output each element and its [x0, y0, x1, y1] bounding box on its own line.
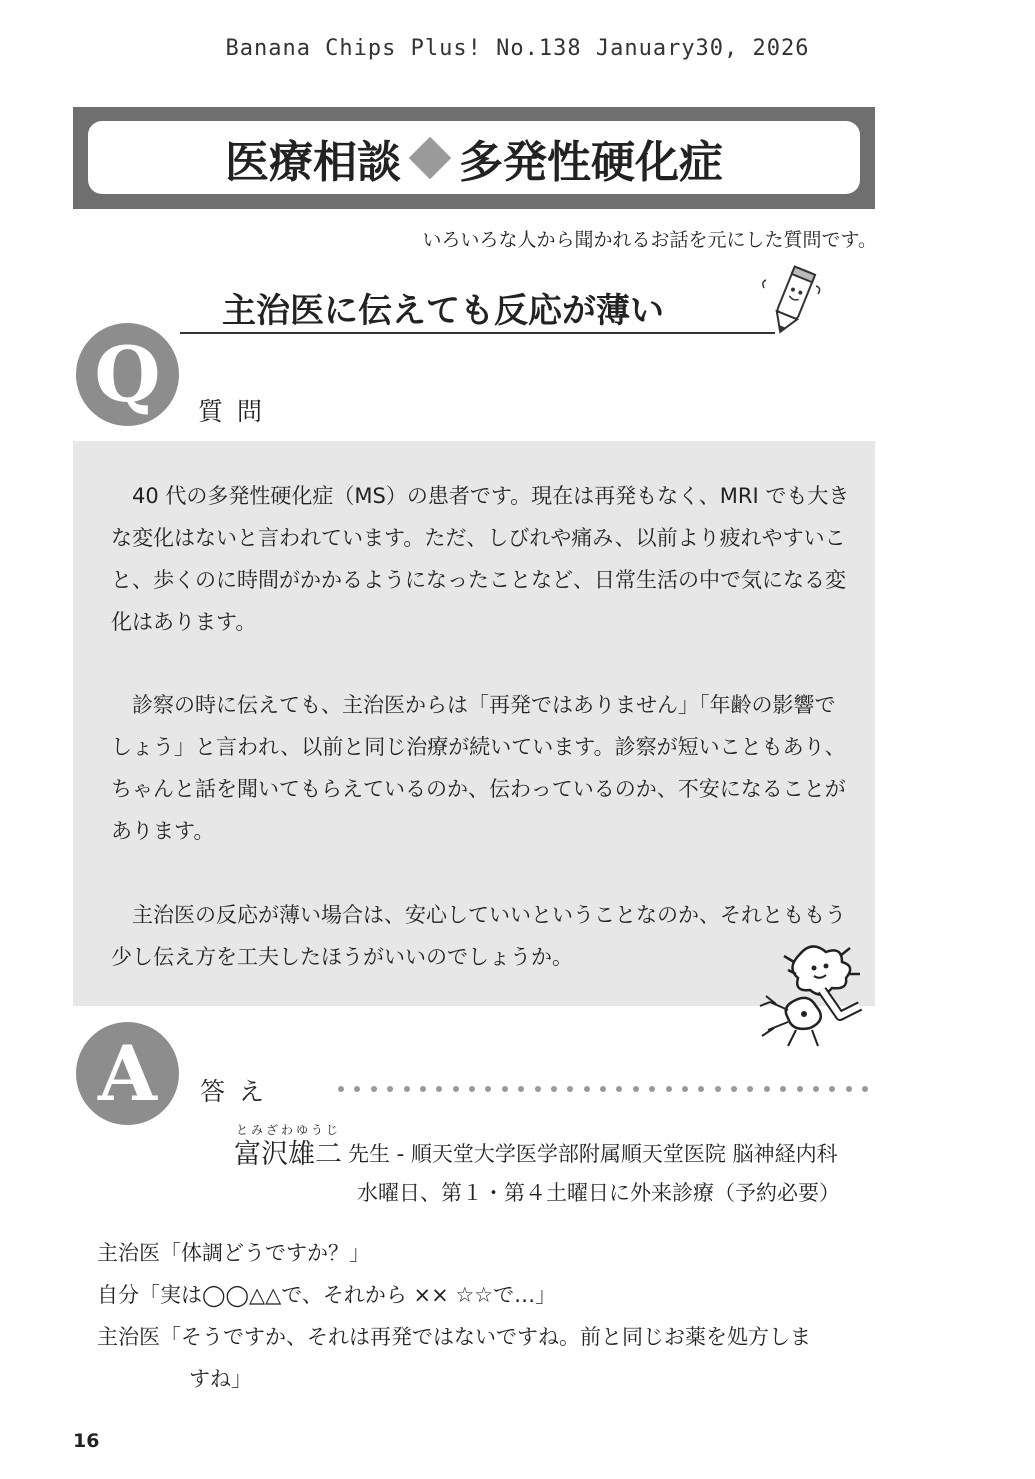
leader-dot [551, 1086, 557, 1092]
page-number: 16 [73, 1430, 100, 1452]
question-paragraph: 診察の時に伝えても、主治医からは「再発ではありません」「年齢の影響でしょう」と言われ、以前と同じ治療が続いています。診察が短いこともあり、ちゃんと話を聞いてもらえているのか、伝わっているのか、不安になることがあります。 [111, 693, 846, 843]
dialogue-line: 自分「実は◯◯△△で、それから ×× ☆☆で…」 [97, 1283, 557, 1307]
leader-dot [731, 1086, 737, 1092]
leader-dot [616, 1086, 622, 1092]
title-right: 多発性硬化症 [459, 136, 723, 188]
question-paragraph: 主治医の反応が薄い場合は、安心していいということなのか、それとももう少し伝え方を工夫したほうがいいのでしょうか。 [111, 903, 846, 969]
leader-dot [436, 1086, 442, 1092]
title-left: 医療相談 [225, 136, 401, 188]
leader-dot [535, 1086, 541, 1092]
leader-dot [649, 1086, 655, 1092]
doctor-name-ruby: とみざわゆうじ [236, 1123, 342, 1137]
leader-dot [780, 1086, 786, 1092]
subtitle-note: いろいろな人から聞かれるお話を元にした質問です。 [422, 229, 877, 251]
neuron-character-icon [752, 932, 872, 1050]
leader-dot [453, 1086, 459, 1092]
leader-dot [813, 1086, 819, 1092]
leader-dot [846, 1086, 852, 1092]
leader-dot [354, 1086, 360, 1092]
doctor-name: 富沢雄二 [234, 1139, 342, 1170]
doctor-affiliation: 先生 - 順天堂大学医学部附属順天堂医院 脳神経内科 [348, 1142, 838, 1166]
leader-dot [502, 1086, 508, 1092]
answer-label: 答え [200, 1077, 279, 1106]
leader-dot [797, 1086, 803, 1092]
leader-dot [747, 1086, 753, 1092]
leader-dot [584, 1086, 590, 1092]
leader-dot [698, 1086, 704, 1092]
dialogue-line: 主治医「体調どうですか？」 [97, 1241, 370, 1265]
leader-dot [420, 1086, 426, 1092]
diamond-icon [409, 136, 451, 178]
dotted-leader [338, 1080, 868, 1098]
leader-dot [633, 1086, 639, 1092]
leader-dot [338, 1086, 344, 1092]
question-paragraph: 40 代の多発性硬化症（MS）の患者です。現在は再発もなく、MRI でも大きな変化はないと言われています。ただ、しびれや痛み、以前より疲れやすいこと、歩くのに時間がかかるようになったことなど、日常生活の中で気になる変化はあります。 [111, 484, 850, 634]
leader-dot [387, 1086, 393, 1092]
doctor-hours: 水曜日、第１・第４土曜日に外来診療（予約必要） [357, 1181, 840, 1205]
question-label: 質問 [198, 397, 277, 426]
leader-dot [764, 1086, 770, 1092]
pencil-character-icon [760, 262, 824, 338]
leader-dot [485, 1086, 491, 1092]
leader-dot [666, 1086, 672, 1092]
leader-dot [404, 1086, 410, 1092]
leader-dot [829, 1086, 835, 1092]
leader-dot [469, 1086, 475, 1092]
leader-dot [371, 1086, 377, 1092]
leader-dot [862, 1086, 868, 1092]
answer-a-icon: A [76, 1022, 179, 1125]
magazine-header: Banana Chips Plus! No.138 January30, 2026 [225, 36, 810, 61]
question-q-icon: Q [76, 323, 179, 426]
leader-dot [715, 1086, 721, 1092]
leader-dot [518, 1086, 524, 1092]
topic-heading: 主治医に伝えても反応が薄い [222, 291, 664, 331]
dialogue-line: すね」 [189, 1367, 252, 1391]
dialogue-line: 主治医「そうですか、それは再発ではないですね。前と同じお薬を処方しま [97, 1325, 811, 1349]
topic-underline [180, 332, 775, 334]
leader-dot [600, 1086, 606, 1092]
leader-dot [682, 1086, 688, 1092]
page-title [88, 121, 860, 194]
leader-dot [567, 1086, 573, 1092]
